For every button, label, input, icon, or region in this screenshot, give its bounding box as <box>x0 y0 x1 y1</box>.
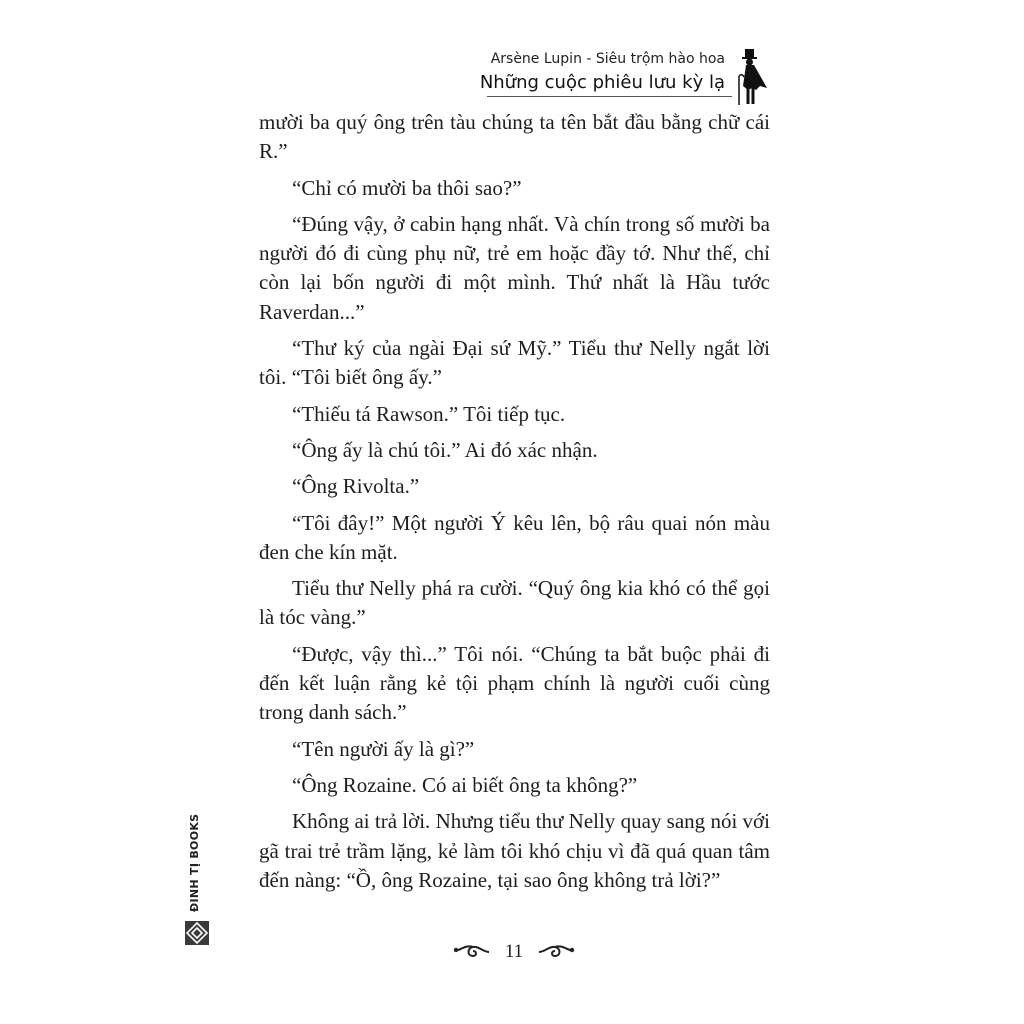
paragraph: “Ông ấy là chú tôi.” Ai đó xác nhận. <box>292 437 598 462</box>
paragraph: Tiểu thư Nelly phá ra cười. “Quý ông kia khó có thể gọi là tóc vàng.” <box>259 576 770 630</box>
running-header <box>480 48 770 108</box>
book-title: Những cuộc phiêu lưu kỳ lạ <box>479 72 725 93</box>
gentleman-thief-silhouette-icon <box>730 48 770 106</box>
paragraph: “Thiếu tá Rawson.” Tôi tiếp tục. <box>292 401 566 426</box>
paragraph: “Ông Rivolta.” <box>292 474 420 499</box>
paragraph: “Ông Rozaine. Có ai biết ông ta không?” <box>292 772 638 797</box>
body-text <box>259 108 770 902</box>
paragraph: “Tên người ấy là gì?” <box>292 736 475 761</box>
paragraph: “Chỉ có mười ba thôi sao?” <box>292 175 522 200</box>
paragraph: “Thư ký của ngài Đại sứ Mỹ.” Tiểu thư Nelly ngắt lời tôi. “Tôi biết ông ấy.” <box>259 336 770 390</box>
paragraph: mười ba quý ông trên tàu chúng ta tên bắt đầu bằng chữ cái R.” <box>259 110 770 164</box>
page-number: 11 <box>504 941 524 962</box>
paragraph: “Tôi đây!” Một người Ý kêu lên, bộ râu quai nón màu đen che kín mặt. <box>259 510 770 564</box>
swirl-ornament-icon <box>453 942 491 962</box>
paragraph: Không ai trả lời. Nhưng tiểu thư Nelly quay sang nói với gã trai trẻ trầm lặng, kẻ làm tôi khó chịu vì đã quá quan tâm đến nàng: “Ồ, ông Rozaine, tại sao ông không trả lời?” <box>259 809 770 892</box>
publisher-name: ĐINH TỊ BOOKS <box>188 813 201 912</box>
page-footer <box>448 936 580 968</box>
paragraph: “Được, vậy thì...” Tôi nói. “Chúng ta bắt buộc phải đi đến kết luận rằng kẻ tội phạm chính là người cuối cùng trong danh sách.” <box>259 641 770 725</box>
header-rule <box>487 96 732 97</box>
dinh-ti-diamond-logo-icon <box>184 920 210 946</box>
swirl-ornament-icon <box>537 942 575 962</box>
publisher-mark <box>182 813 212 950</box>
series-title: Arsène Lupin - Siêu trộm hào hoa <box>490 51 725 67</box>
paragraph: “Đúng vậy, ở cabin hạng nhất. Và chín trong số mười ba người đó đi cùng phụ nữ, trẻ em hoặc đầy tớ. Như thế, chỉ còn lại bốn người đi một mình. Thứ nhất là Hầu tước Raverdan...” <box>259 211 770 324</box>
